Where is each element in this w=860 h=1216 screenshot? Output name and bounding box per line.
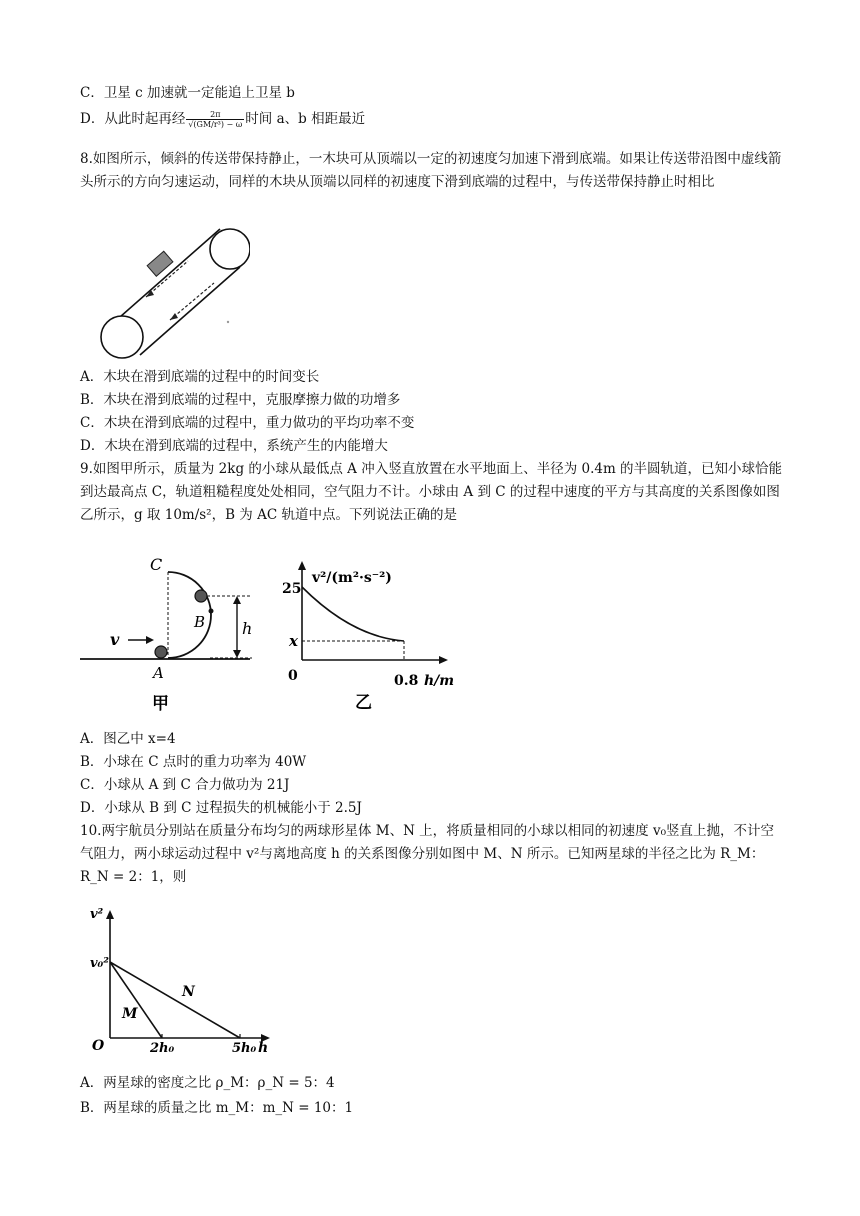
y-tick-x: x (289, 632, 298, 650)
q9-stem: 9.如图甲所示，质量为 2kg 的小球从最低点 A 冲入竖直放置在水平地面上、半径为 0.4m 的半圆轨道，已知小球恰能到达最高点 C，轨道粗糙程度处处相同，空气阻力不计。小球由 A 到 C 的过程中速度的平方与其高度的关系图像如图乙所示，g 取 10m/s²，B 为 AC 轨道中点。下列说法正确的是 (80, 461, 783, 523)
label-h: h (242, 619, 253, 638)
fraction-denominator: √(GM/r³) − ω (188, 120, 243, 129)
q10-option-b: B．两星球的质量之比 m_M：m_N = 10：1 (80, 1100, 354, 1116)
speck (227, 321, 229, 323)
y-tick-25: 25 (282, 581, 302, 597)
x-axis-label: h (258, 1040, 269, 1056)
belt-direction-arrow-lower (170, 283, 214, 320)
y-axis-label: v² (90, 907, 104, 922)
x-axis-arrowhead (439, 656, 448, 664)
y-axis-label: v²/(m²·s⁻²) (312, 570, 392, 586)
q9-option-d: D．小球从 B 到 C 过程损失的机械能小于 2.5J (80, 800, 362, 816)
wood-block (147, 251, 173, 276)
q10-stem: 10.两宇航员分别站在质量分布均匀的两球形星体 M、N 上，将质量相同的小球以相同的初速度 v₀竖直上抛，不计空气阻力，两小球运动过程中 v²与离地高度 h 的关系图像分别如图中 M、N 所示。已知两星球的半径之比为 R_M：R_N = 2：1，则 (80, 823, 775, 885)
q7-option-d-prefix: D．从此时起再经 (80, 111, 186, 127)
caption-yi: 乙 (355, 693, 372, 713)
origin-label: 0 (288, 668, 298, 684)
q7-option-d (80, 110, 780, 129)
line-n (110, 962, 240, 1038)
q7-fraction (186, 110, 244, 129)
figure-jia-semicircle-track (80, 548, 280, 718)
conveyor-belt-figure (90, 222, 250, 362)
q7-option-d-suffix: 时间 a、b 相距最近 (245, 111, 366, 127)
line-m (110, 962, 162, 1038)
q7-option-c: C．卫星 c 加速就一定能追上卫星 b (80, 85, 295, 101)
label-v: v (110, 630, 120, 649)
q8-option-c: C．木块在滑到底端的过程中，重力做功的平均功率不变 (80, 415, 415, 431)
v2-curve (302, 587, 404, 641)
label-m: M (122, 1006, 138, 1022)
y-axis-arrowhead (106, 910, 114, 919)
velocity-arrowhead (146, 636, 154, 644)
origin-label: O (92, 1038, 105, 1054)
figure-yi-v2-h-graph (282, 555, 482, 720)
q8-option-b: B．木块在滑到底端的过程中，克服摩擦力做的功增多 (80, 392, 401, 408)
figure-v2-h-two-planets (86, 900, 286, 1065)
belt-upper-edge (120, 229, 220, 317)
label-c: C (150, 555, 163, 574)
q8-stem: 8.如图所示，倾斜的传送带保持静止，一木块可从顶端以一定的初速度匀加速下滑到底端。如果让传送带沿图中虚线箭头所示的方向匀速运动，同样的木块从顶端以同样的初速度下滑到底端的过程中，与传送带保持静止时相比 (80, 151, 782, 190)
x-tick-2h0: 2h₀ (150, 1041, 175, 1056)
fraction-numerator: 2π (186, 110, 244, 120)
arrowhead-lower (170, 313, 178, 320)
height-arrowhead-top (233, 596, 241, 604)
ball-at-height-h (195, 590, 207, 602)
bottom-roller (101, 316, 143, 358)
x-tick-0.8: 0.8 (394, 673, 419, 689)
label-n: N (182, 984, 195, 1000)
y-axis-arrowhead (298, 561, 306, 570)
q9-option-b: B．小球在 C 点时的重力功率为 40W (80, 754, 307, 770)
v0-squared-label: v₀² (90, 956, 109, 971)
ball-at-a (155, 646, 167, 658)
q9-option-c: C．小球从 A 到 C 合力做功为 21J (80, 777, 290, 793)
x-tick-5h0: 5h₀ (232, 1041, 257, 1056)
q9-option-a: A．图乙中 x=4 (80, 731, 176, 747)
label-a: A (153, 664, 164, 682)
top-roller (210, 229, 250, 269)
height-arrowhead-bottom (233, 650, 241, 658)
label-b: B (194, 613, 206, 631)
q8-option-a: A．木块在滑到底端的过程中的时间变长 (80, 369, 320, 385)
q8-option-d: D．木块在滑到底端的过程中，系统产生的内能增大 (80, 438, 388, 454)
point-b (209, 609, 214, 614)
belt-lower-edge (140, 267, 240, 355)
caption-jia: 甲 (152, 694, 169, 714)
q10-option-a: A．两星球的密度之比 ρ_M：ρ_N = 5：4 (80, 1075, 335, 1091)
x-axis-label: h/m (424, 673, 455, 689)
